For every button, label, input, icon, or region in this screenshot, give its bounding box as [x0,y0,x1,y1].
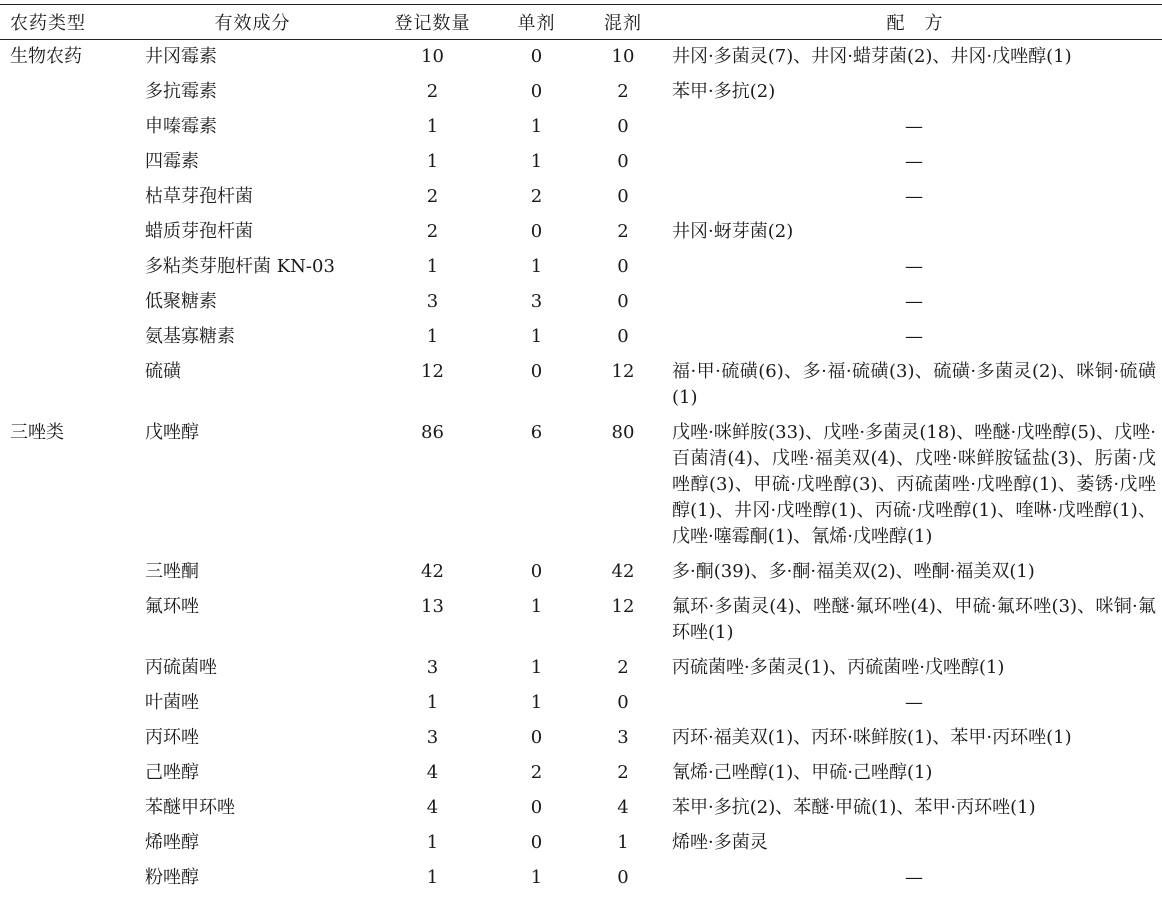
cell-mixed-formulation: 2 [617,221,629,242]
cell-mixed-formulation: 1 [617,832,629,853]
cell-formula: 氰烯·己唑醇(1)、甲硫·己唑醇(1) [672,762,933,783]
cell-pesticide-type [0,110,135,145]
cell-pesticide-type [0,651,135,686]
header-registration-count: 登记数量 [394,13,471,34]
cell-single-formulation: 0 [530,46,543,67]
cell-registration-count: 1 [426,151,439,172]
cell-pesticide-type: 生物农药 [10,46,82,67]
cell-registration-count: 1 [426,832,439,853]
cell-pesticide-type: 三唑类 [10,422,64,443]
table-row [0,215,1162,250]
table-row [0,250,1162,285]
header-formula: 配 方 [886,13,944,34]
registration-table [0,4,1162,896]
cell-single-formulation: 1 [530,256,543,277]
cell-mixed-formulation: 12 [611,596,635,617]
table-row [0,355,1162,416]
cell-registration-count: 1 [426,867,439,888]
cell-registration-count: 3 [426,657,439,678]
cell-pesticide-type [0,590,135,651]
cell-registration-count: 4 [426,762,439,783]
cell-formula: 苯甲·多抗(2)、苯醚·甲硫(1)、苯甲·丙环唑(1) [672,797,1036,818]
header-mixed-formulation: 混剂 [604,13,642,34]
cell-single-formulation: 0 [530,221,543,242]
cell-registration-count: 1 [426,326,439,347]
cell-formula: 多·酮(39)、多·酮·福美双(2)、唑酮·福美双(1) [672,561,1035,582]
cell-single-formulation: 1 [530,116,543,137]
table-row [0,285,1162,320]
cell-registration-count: 1 [426,692,439,713]
cell-formula: — [905,326,923,347]
cell-registration-count: 13 [421,596,444,617]
cell-single-formulation: 0 [530,797,543,818]
cell-single-formulation: 1 [530,326,543,347]
table-row [0,555,1162,590]
cell-formula: 井冈·多菌灵(7)、井冈·蜡芽菌(2)、井冈·戊唑醇(1) [672,46,1072,67]
cell-mixed-formulation: 3 [617,727,629,748]
cell-active-ingredient: 烯唑醇 [145,832,199,853]
cell-registration-count: 1 [426,256,439,277]
cell-pesticide-type [0,355,135,416]
table-row [0,861,1162,896]
cell-registration-count: 2 [426,81,439,102]
cell-pesticide-type [0,215,135,250]
cell-active-ingredient: 苯醚甲环唑 [145,797,235,818]
cell-active-ingredient: 多粘类芽胞杆菌 KN-03 [145,256,335,277]
cell-single-formulation: 1 [530,692,543,713]
cell-registration-count: 86 [421,422,444,443]
cell-single-formulation: 0 [530,727,543,748]
cell-active-ingredient: 粉唑醇 [145,867,199,888]
table-row [0,40,1162,76]
cell-formula: 烯唑·多菌灵 [672,832,768,853]
cell-pesticide-type [0,180,135,215]
table-row [0,826,1162,861]
table-row [0,75,1162,110]
cell-active-ingredient: 枯草芽孢杆菌 [145,186,253,207]
header-single-formulation: 单剂 [517,13,556,34]
table-row [0,145,1162,180]
cell-pesticide-type [0,75,135,110]
cell-active-ingredient: 井冈霉素 [145,46,217,67]
cell-single-formulation: 3 [530,291,543,312]
cell-formula: — [905,692,923,713]
cell-active-ingredient: 申嗪霉素 [145,116,217,137]
cell-mixed-formulation: 0 [617,326,629,347]
table-row [0,756,1162,791]
cell-formula: 福·甲·硫磺(6)、多·福·硫磺(3)、硫磺·多菌灵(2)、咪铜·硫磺(1) [672,361,1156,408]
cell-formula: — [905,291,923,312]
cell-formula: — [905,151,923,172]
cell-registration-count: 4 [426,797,439,818]
cell-mixed-formulation: 42 [611,561,635,582]
cell-formula: 井冈·蚜芽菌(2) [672,221,794,242]
cell-pesticide-type [0,285,135,320]
cell-mixed-formulation: 2 [617,762,629,783]
cell-single-formulation: 2 [530,762,543,783]
cell-active-ingredient: 氨基寡糖素 [145,326,235,347]
cell-single-formulation: 0 [530,561,543,582]
cell-pesticide-type [0,791,135,826]
cell-active-ingredient: 氟环唑 [145,596,199,617]
cell-pesticide-type [0,320,135,355]
cell-registration-count: 3 [426,291,439,312]
table-row [0,590,1162,651]
cell-pesticide-type [0,826,135,861]
cell-registration-count: 42 [421,561,444,582]
cell-mixed-formulation: 0 [617,291,629,312]
cell-single-formulation: 6 [530,422,543,443]
cell-pesticide-type [0,721,135,756]
cell-single-formulation: 1 [530,596,543,617]
header-pesticide-type: 农药类型 [10,13,86,34]
cell-formula: 戊唑·咪鲜胺(33)、戊唑·多菌灵(18)、唑醚·戊唑醇(5)、戊唑·百菌清(4)、戊唑·福美双(4)、戊唑·咪鲜胺锰盐(3)、肟菌·戊唑醇(3)、甲硫·戊唑醇(3)、丙硫菌唑·戊唑醇(1)、萎锈·戊唑醇(1)、井冈·戊唑醇(1)、丙硫·戊唑醇(1)、喹啉·戊唑醇(1)、戊唑·噻霉酮(1)、氰烯·戊唑醇(1) [672,422,1156,547]
cell-active-ingredient: 低聚糖素 [145,291,217,312]
cell-formula: — [905,116,923,137]
table-row [0,416,1162,555]
table-row [0,180,1162,215]
cell-registration-count: 10 [421,46,444,67]
cell-mixed-formulation: 2 [617,81,629,102]
table-row [0,721,1162,756]
cell-mixed-formulation: 0 [617,151,629,172]
cell-single-formulation: 2 [530,186,543,207]
cell-formula: — [905,867,923,888]
cell-single-formulation: 0 [530,361,543,382]
cell-active-ingredient: 硫磺 [145,361,181,382]
cell-registration-count: 2 [426,186,439,207]
cell-formula: 丙硫菌唑·多菌灵(1)、丙硫菌唑·戊唑醇(1) [672,657,1005,678]
cell-formula: 苯甲·多抗(2) [672,81,776,102]
cell-mixed-formulation: 10 [611,46,635,67]
cell-mixed-formulation: 0 [617,867,629,888]
cell-active-ingredient: 蜡质芽孢杆菌 [145,221,253,242]
cell-mixed-formulation: 80 [611,422,635,443]
cell-active-ingredient: 四霉素 [145,151,199,172]
cell-pesticide-type [0,861,135,896]
table-header [0,5,1162,40]
cell-mixed-formulation: 4 [617,797,629,818]
cell-mixed-formulation: 12 [611,361,635,382]
cell-registration-count: 12 [421,361,444,382]
cell-single-formulation: 1 [530,867,543,888]
cell-mixed-formulation: 0 [617,692,629,713]
table-row [0,791,1162,826]
cell-single-formulation: 1 [530,151,543,172]
table-row [0,320,1162,355]
cell-active-ingredient: 叶菌唑 [145,692,199,713]
cell-active-ingredient: 丙环唑 [145,727,199,748]
cell-formula: — [905,256,923,277]
cell-active-ingredient: 丙硫菌唑 [145,657,217,678]
header-active-ingredient: 有效成分 [214,13,291,34]
cell-formula: 氟环·多菌灵(4)、唑醚·氟环唑(4)、甲硫·氟环唑(3)、咪铜·氟环唑(1) [672,596,1156,643]
table-row [0,110,1162,145]
cell-active-ingredient: 多抗霉素 [145,81,217,102]
cell-mixed-formulation: 0 [617,256,629,277]
cell-formula: 丙环·福美双(1)、丙环·咪鲜胺(1)、苯甲·丙环唑(1) [672,727,1072,748]
cell-registration-count: 1 [426,116,439,137]
cell-pesticide-type [0,686,135,721]
cell-pesticide-type [0,145,135,180]
cell-pesticide-type [0,756,135,791]
cell-single-formulation: 0 [530,832,543,853]
cell-mixed-formulation: 0 [617,186,629,207]
cell-single-formulation: 1 [530,657,543,678]
table-body [0,40,1162,897]
header-row [0,5,1162,40]
cell-mixed-formulation: 0 [617,116,629,137]
cell-registration-count: 2 [426,221,439,242]
cell-pesticide-type [0,250,135,285]
cell-formula: — [905,186,923,207]
cell-active-ingredient: 己唑醇 [145,762,199,783]
table-row [0,686,1162,721]
cell-active-ingredient: 戊唑醇 [145,422,199,443]
cell-pesticide-type [0,555,135,590]
cell-active-ingredient: 三唑酮 [145,561,199,582]
cell-mixed-formulation: 2 [617,657,629,678]
cell-single-formulation: 0 [530,81,543,102]
table-row [0,651,1162,686]
cell-registration-count: 3 [426,727,439,748]
